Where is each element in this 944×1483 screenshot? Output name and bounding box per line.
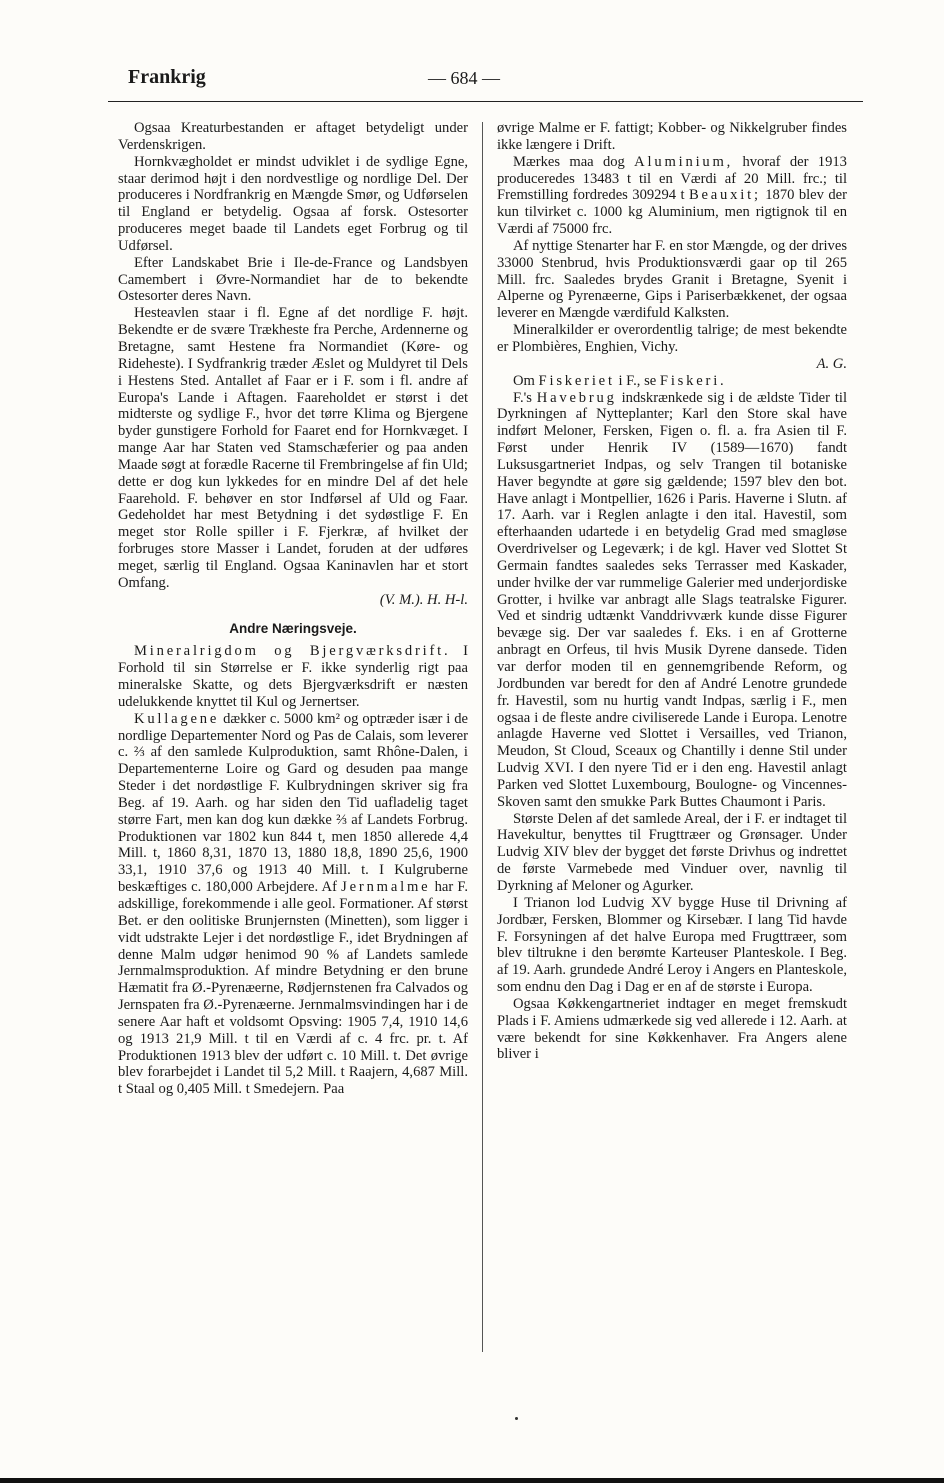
column-divider [482, 122, 483, 1352]
paragraph-text: Mærkes maa dog [513, 153, 625, 170]
paragraph [497, 373, 847, 390]
right-column [497, 120, 847, 1063]
paragraph: Hesteavlen staar i fl. Egne af det nordlige F. højt. Bekendte er de svære Trækheste fra Perche, Ardennerne og Bretagne, samt Hestene fra Normandiet (Køre- og Rideheste). I Sydfrankrig træder Æslet og Muldyret til Dels i Hestens Sted. Antallet af Faar er i F. som i fl. andre af Europa's Lande i Aftagen. Faareholdet er størst i det midterste og sydlige F., hvor det tørre Klima og Bjergene byder gunstigere Forhold for Faaret end for Hornkvæget. I mange Aar har Staten ved Stamschæferier og paa anden Maade søgt at forædle Racerne til Frembringelse af fin Uld; dette er dog kun lykkedes for en mindre Del af det hele Faarehold. F. behøver en stor Indførsel af Uld og Faar. Gedeholdet har mest Betydning i det sydøstlige F. En meget stor Rolle spiller i F. Fjerkræ, af hvilket der forbruges store Masser i Landet, foruden at der udføres meget, særlig til England. Ogsaa Kaninavlen har et stort Omfang. [118, 305, 468, 591]
page-number: — 684 — [428, 68, 500, 88]
paragraph: øvrige Malme er F. fattigt; Kobber- og Nikkelgruber findes ikke længere i Drift. [497, 120, 847, 153]
spaced-term: Kullagene [134, 710, 220, 727]
paragraph: Hornkvægholdet er mindst udviklet i de sydlige Egne, staar derimod højt i den nordvestlige og nordlige Del. Der produceres i Nordfrankrig en Mængde Smør, og Udførselen til England er betydelig. Ogsaa af forsk. Ostesorter produceres meget baade til Landets eget Forbrug og til Udførsel. [118, 153, 468, 254]
paragraph: Efter Landskabet Brie i Ile-de-France og Landsbyen Camembert i Øvre-Normandiet har de to bekendte Ostesorter deres Navn. [118, 254, 468, 305]
paragraph: Største Delen af det samlede Areal, der i F. er indtaget til Havekultur, benyttes til Frugttræer og Grønsager. Under Ludvig XIV blev der bygget det første Drivhus og indrettet de første Varmebede med Vinduer over, navnlig til Dyrkning af Meloner og Agurker. [497, 810, 847, 894]
paragraph-text: F.'s [513, 389, 532, 406]
paragraph-text: i F., se [618, 372, 657, 389]
paragraph: I Trianon lod Ludvig XV bygge Huse til Drivning af Jordbær, Fersken, Blommer og Kirsebær. I lang Tid havde F. Forsyningen af det halve Europa med Frugttræer, som blev tiltrukne i den berømte Karteuser Planteskole. I Beg. af 19. Aarh. grundede André Leroy i Angers en Planteskole, som endnu den Dag i Dag er en af de største i Europa. [497, 894, 847, 996]
paragraph: Af nyttige Stenarter har F. en stor Mængde, og der drives 33000 Stenbrud, hvis Produktionsværdi gaar op til 265 Mill. frc. Saaledes brydes Granit i Bretagne, Syenit i Alperne og Pyrenæerne, Gips i Pariserbækkenet, der ogsaa leverer en Mængde værdifuld Kalksten. [497, 237, 847, 322]
spaced-term: Jernmalme [341, 879, 431, 896]
paragraph [497, 154, 847, 238]
paragraph [118, 711, 468, 1098]
spaced-term: Fiskeri. [659, 372, 727, 389]
paragraph [497, 390, 847, 811]
running-head: Frankrig [128, 66, 206, 88]
spaced-term: Beauxit; [688, 187, 761, 204]
paragraph: Ogsaa Kreaturbestanden er aftaget betydeligt under Verdenskrigen. [118, 120, 468, 153]
paragraph: Ogsaa Køkkengartneriet indtager en meget fremskudt Plads i F. Amiens udmærkede sig ved allerede i 12. Aarh. at være bekendt for sine Køkkenhaver. Fra Angers alene bliver i [497, 995, 847, 1063]
spaced-term: Aluminium, [634, 153, 734, 170]
left-column [118, 120, 468, 1098]
scan-edge [0, 1478, 944, 1483]
paragraph-text: Om [513, 372, 535, 389]
print-mark [515, 1417, 518, 1420]
paragraph-text: indskrænkede sig i de ældste Tider til Dyrkningen af Nytteplanter; Karl den Store skal have indført Meloner, Fersken, Figen o. fl. a. fra Asien til F. Først under Henrik IV (1589—1670) fandt Luksusgartneriet Indpas, og selv Trangen til botaniske Haver begyndte at gøre sig gældende; 1597 blev den bot. Have anlagt i Montpellier, 1626 i Paris. Haverne i Slutn. af 17. Aarh. var i Reglen anlagte i den ital. Havestil, som efterhaanden udartede i en betydelig Grad med smagløse Overdrivelser og Legeværk; i de kgl. Haver ved Slottet St Germain fandtes saaledes seks Terrasser med Kaskader, under hvilke der var rummelige Galerier med underjordiske Grotter, i hvilke var anbragt alle Slags teatralske Figurer. Ved et sindrig udtænkt Vanddrivværk kunde disse Figurer bevæge sig. Der var saaledes f. Eks. i en af Grotterne anbragt en Orfeus, til hvis Musik Dyrene dansede. Tiden var derfor moden til en gennemgribende Reform, og Jordbunden var beredt for den af André Lenotre grundede fr. Havestil, som nu hurtig vandt Indpas, særlig i F., men ogsaa i de fleste andre civiliserede Lande i Europa. Lenotre anlagde Haverne ved Slottet i Versailles, ved Trianon, Meudon, St Cloud, Sceaux og Chantilly i denne Stil under Ludvig XVI. I den nyere Tid er i den eng. Havestil anlagt Parken ved Slottet Luxembourg, Boulogne- og Vincennes-Skoven samt den smukke Park Buttes Chaumont i Paris. [497, 389, 847, 810]
section-heading: Andre Næringsveje. [229, 621, 357, 637]
paragraph: Mineralkilder er overordentlig talrige; de mest bekendte er Plombières, Enghien, Vichy. [497, 322, 847, 355]
paragraph-text: har F. adskillige, forekommende i alle geol. Formationer. Af størst Bet. er den oolitiske Brunjernsten (Minetten), som ligger i vidt udstrakte Lejer i det nordøstlige F., idet Brydningen af denne Malm udgør henimod 90 % af Landets samlede Jernmalmsproduktion. Af mindre Betydning er den brune Hæmatit fra Ø.-Pyrenæerne, Rødjernstenen fra Calvados og Jernspaten fra Ø.-Pyrenæerne. Jernmalmsvindingen har i de senere Aar haft et voldsomt Opsving: 1905 7,4, 1910 14,6 og 1913 21,9 Mill. t til en Værdi af c. 4 frc. pr. t. Af Produktionen 1913 blev der udført c. 10 Mill. t. Det øvrige blev forarbejdet i Landet til 5,2 Mill. t Raajern, 4,687 Mill. t Staal og 0,405 Mill. t Smedejern. Paa [118, 879, 468, 1098]
spaced-term: Mineralrigdom og Bjergværksdrift. [134, 643, 451, 660]
paragraph-text: I Forhold til sin Størrelse er F. ikke synderlig rigt paa mineralske Skatte, og dets Bjergværksdrift er næsten udelukkende knyttet til Kul og Jernertser. [118, 643, 468, 710]
spaced-term: Fiskeriet [538, 372, 615, 389]
paragraph-text: hvoraf der 1913 produceredes 13483 t til en Værdi af 20 Mill. frc.; til Fremstilling fordredes 309294 t [497, 153, 847, 204]
author-signature: (V. M.). H. H-l. [379, 591, 468, 608]
page-header [128, 66, 862, 102]
header-rule [108, 101, 863, 102]
paragraph-text: dækker c. 5000 km² og optræder især i de nordlige Departementer Nord og Pas de Calais, som leverer c. ⅔ af den samlede Kulproduktion, samt Rhône-Dalen, i Departementerne Loire og Gard og desuden paa mange Steder i det nordøstlige F. Kulbrydningen skriver sig fra Beg. af 19. Aarh. og har siden den Tid uafladelig taget større Fart, men kan dog kun dække ⅔ af Landets Forbrug. Produktionen var 1802 kun 844 t, men 1850 allerede 4,4 Mill. t, 1860 8,31, 1870 13, 1880 18,8, 1890 25,6, 1900 33,1, 1910 37,6 og 1913 40 Mill. t. I Kulgruberne beskæftiges c. 180,000 Arbejdere. Af [118, 710, 468, 896]
spaced-term: Havebrug [536, 389, 617, 406]
author-signature: A. G. [816, 355, 847, 372]
paragraph-text: 1870 blev der kun tilvirket c. 1000 kg Aluminium, men rigtignok til en Værdi af 75000 frc. [497, 187, 848, 238]
paragraph [118, 643, 468, 710]
